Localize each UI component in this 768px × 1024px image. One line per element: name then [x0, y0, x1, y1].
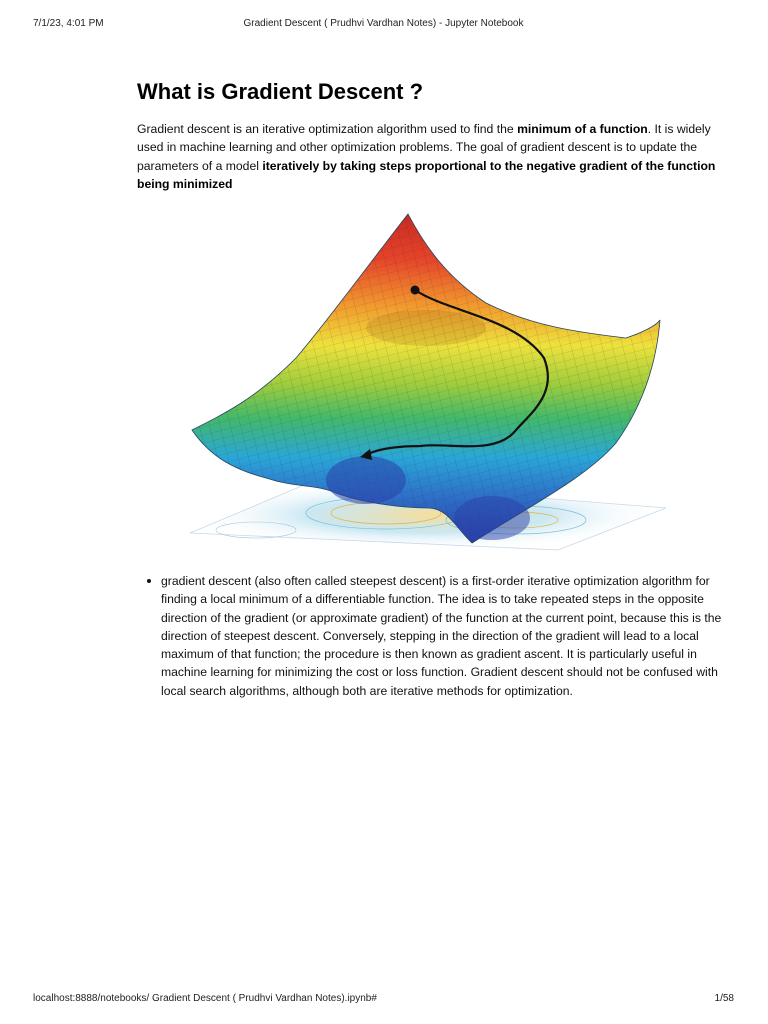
bullet-icon: [147, 579, 151, 583]
print-url: localhost:8888/notebooks/ Gradient Descent ( Prudhvi Vardhan Notes).ipynb#: [33, 993, 377, 1004]
page-title: What is Gradient Descent ?: [137, 79, 424, 104]
intro-text-2: . It is widely used in machine learning and other optimization problems. The goal of gradient descent is to update the parameters of a model: [137, 122, 711, 173]
intro-bold-1: minimum of a function: [517, 122, 648, 136]
gradient-descent-surface-image: [186, 208, 672, 553]
page-number: 1/58: [714, 993, 734, 1004]
intro-paragraph: [137, 120, 722, 193]
print-footer: [33, 993, 734, 1007]
loss-surface: [192, 214, 660, 543]
surface-illustration: [186, 208, 672, 553]
print-header: [33, 18, 734, 32]
print-date: 7/1/23, 4:01 PM: [33, 18, 104, 29]
notebook-content: [137, 78, 722, 193]
list-item: [161, 572, 746, 700]
bullet-text: gradient descent (also often called steepest descent) is a first-order iterative optimization algorithm for finding a local minimum of a differentiable function. The idea is to take repeated steps in the opposite direction of the gradient (or approximate gradient) of the function at the current point, because this is the direction of steepest descent. Conversely, stepping in the direction of the gradient will lead to a local maximum of that function; the procedure is then known as gradient ascent. It is particularly useful in machine learning for minimizing the cost or loss function. Gradient descent should not be confused with local search algorithms, although both are iterative methods for optimization.: [161, 574, 722, 698]
intro-text-1: Gradient descent is an iterative optimization algorithm used to find the: [137, 122, 518, 136]
bullet-list: [137, 572, 746, 700]
intro-bold-2: iteratively by taking steps proportional to the negative gradient of the function being minimized: [137, 158, 716, 191]
print-title: Gradient Descent ( Prudhvi Vardhan Notes) - Jupyter Notebook: [243, 18, 524, 29]
start-point: [411, 286, 420, 295]
